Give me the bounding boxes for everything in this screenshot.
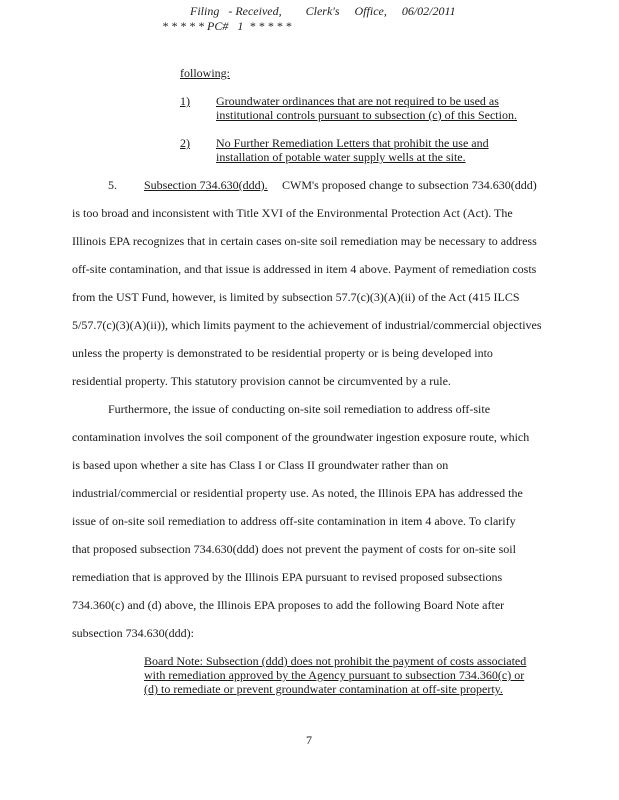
- list-item-text: No Further Remediation Letters that prohibit the use and: [216, 136, 489, 150]
- body-line: contamination involves the soil component of the groundwater ingestion exposure route, which: [72, 430, 530, 444]
- body-line: 5/57.7(c)(3)(A)(ii)), which limits payment to the achievement of industrial/commercial objectives: [72, 318, 542, 332]
- list-item-text: installation of potable water supply wells at the site.: [216, 150, 466, 164]
- body-line: is too broad and inconsistent with Title XVI of the Environmental Protection Act (Act). The: [72, 206, 513, 220]
- body-line: Furthermore, the issue of conducting on-site soil remediation to address off-site: [108, 402, 491, 416]
- body-line: industrial/commercial or residential property use. As noted, the Illinois EPA has addressed the: [72, 486, 523, 500]
- body-line: that proposed subsection 734.630(ddd) does not prevent the payment of costs for on-site soil: [72, 542, 516, 556]
- pc-number-header: * * * * * PC# 1 * * * * *: [162, 19, 292, 33]
- body-line: off-site contamination, and that issue is addressed in item 4 above. Payment of remediation costs: [72, 262, 537, 276]
- section-heading: Subsection 734.630(ddd).: [144, 178, 268, 192]
- board-note-line: with remediation approved by the Agency pursuant to subsection 734.360(c) or: [144, 668, 525, 682]
- section-first-line: CWM's proposed change to subsection 734.630(ddd): [282, 178, 537, 192]
- body-line: subsection 734.630(ddd):: [72, 626, 194, 640]
- body-line: remediation that is approved by the Illinois EPA pursuant to revised proposed subsections: [72, 570, 503, 584]
- body-line: unless the property is demonstrated to be residential property or is being developed into: [72, 346, 493, 360]
- board-note-line: (d) to remediate or prevent groundwater contamination at off-site property.: [144, 682, 503, 696]
- body-line: Illinois EPA recognizes that in certain cases on-site soil remediation may be necessary to address: [72, 234, 537, 248]
- list-item-number: 1): [180, 94, 190, 108]
- body-line: issue of on-site soil remediation to address off-site contamination in item 4 above. To clarify: [72, 514, 516, 528]
- section-number: 5.: [108, 178, 117, 192]
- list-item-number: 2): [180, 136, 190, 150]
- body-line: from the UST Fund, however, is limited by subsection 57.7(c)(3)(A)(ii) of the Act (415 ILCS: [72, 290, 520, 304]
- filing-header: Filing - Received, Clerk's Office, 06/02/2011: [190, 4, 456, 18]
- board-note-line: Board Note: Subsection (ddd) does not prohibit the payment of costs associated: [144, 654, 527, 668]
- intro-word: following:: [180, 66, 230, 80]
- list-item-text: institutional controls pursuant to subsection (c) of this Section.: [216, 108, 517, 122]
- list-item-text: Groundwater ordinances that are not required to be used as: [216, 94, 499, 108]
- body-line: is based upon whether a site has Class I or Class II groundwater rather than on: [72, 458, 449, 472]
- body-line: residential property. This statutory provision cannot be circumvented by a rule.: [72, 374, 451, 388]
- body-line: 734.360(c) and (d) above, the Illinois EPA proposes to add the following Board Note after: [72, 598, 505, 612]
- page-number: 7: [306, 733, 312, 747]
